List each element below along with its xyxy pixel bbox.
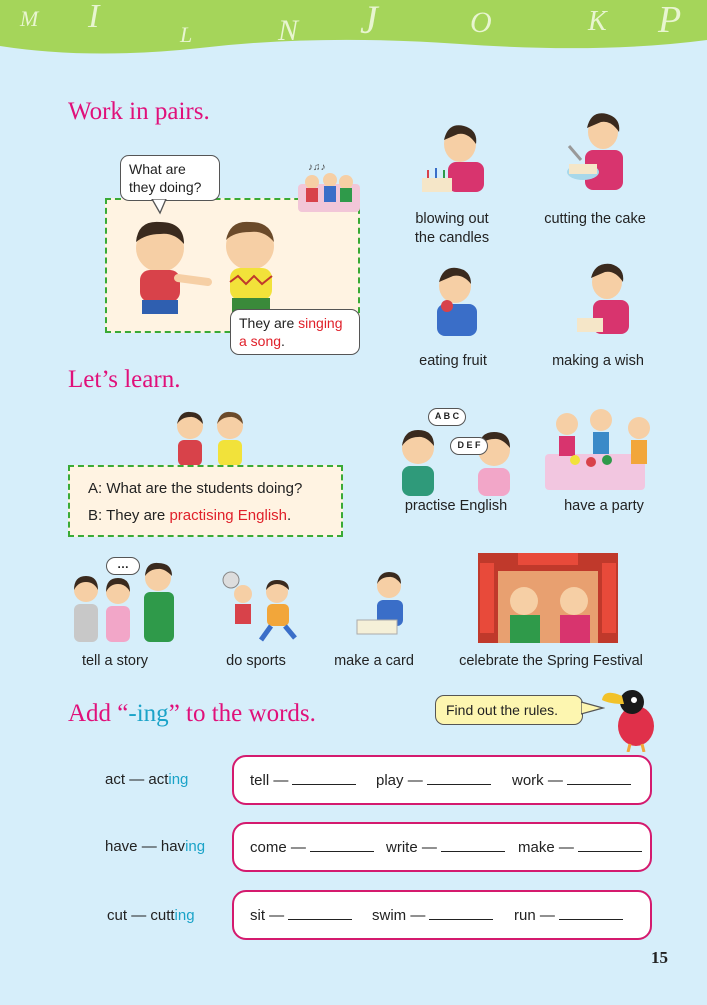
header-band (0, 0, 707, 62)
section-title-lets-learn: Let’s learn. (68, 366, 181, 393)
answer-highlight-singing: singing (298, 315, 343, 331)
dash: — (129, 771, 145, 788)
question-line-1: What are (129, 161, 186, 177)
example-base: cut (107, 907, 128, 924)
exercise-row-2 (232, 822, 652, 872)
caption-have-party: have a party (564, 498, 644, 514)
example-ending: ing (168, 771, 189, 788)
section-title-work-in-pairs: Work in pairs. (68, 98, 210, 125)
caption-eating-fruit: eating fruit (419, 353, 487, 369)
answer-blank[interactable] (427, 771, 491, 785)
header-letter: P (658, 0, 682, 41)
answer-highlight-song: a song (239, 333, 282, 349)
caption-making-wish: making a wish (552, 353, 644, 369)
example-cut (107, 907, 195, 924)
answer-blank[interactable] (578, 838, 642, 852)
caption-blowing-out (400, 210, 504, 248)
caption-spring-festival: celebrate the Spring Festival (459, 653, 643, 669)
header-letter: M (20, 6, 39, 31)
exercise-word: tell — (250, 771, 356, 789)
header-letter: O (470, 6, 492, 39)
answer-prefix: They are (239, 315, 299, 331)
party-illustration (545, 404, 663, 494)
example-stem: cutt (150, 907, 175, 924)
header-letter: J (360, 0, 378, 42)
dialogue-b-suffix: . (287, 507, 292, 524)
exercise-word: make — (518, 838, 642, 856)
page-number: 15 (651, 948, 668, 967)
example-stem: hav (160, 838, 186, 855)
example-base: have (105, 838, 138, 855)
exercise-word: run — (514, 906, 623, 924)
svg-text:♪♫♪: ♪♫♪ (308, 162, 326, 173)
do-sports-illustration (215, 570, 305, 642)
spring-festival-illustration (478, 553, 618, 643)
header-letter: I (88, 0, 100, 35)
rules-bubble: Find out the rules. (435, 695, 583, 725)
caption-cutting-cake: cutting the cake (544, 211, 646, 227)
blowing-candles-illustration (420, 122, 490, 196)
header-letter: N (278, 14, 299, 47)
section-title-add-ing (68, 700, 316, 728)
example-act (105, 771, 188, 788)
answer-blank[interactable] (310, 838, 374, 852)
students-illustration (170, 410, 250, 466)
answer-blank[interactable] (567, 771, 631, 785)
header-letter: K (588, 6, 607, 37)
exercise-word: write — (386, 838, 505, 856)
example-stem: act (148, 771, 169, 788)
example-ending: ing (174, 907, 195, 924)
example-have (105, 838, 205, 855)
abc-speech-bubble: A B C (428, 408, 466, 426)
dialogue-b-highlight: practising English (169, 507, 287, 524)
example-ending: ing (185, 838, 206, 855)
making-wish-illustration (575, 262, 635, 338)
answer-blank[interactable] (292, 771, 356, 785)
exercise-word: work — (512, 771, 631, 789)
add-ing-suffix: ” to the words. (168, 700, 316, 727)
caption-make-card: make a card (334, 653, 414, 669)
exercise-row-1 (232, 755, 652, 805)
add-ing-highlight: -ing (128, 700, 169, 727)
answer-blank[interactable] (441, 838, 505, 852)
question-line-2: they doing? (129, 179, 202, 195)
answer-bubble (230, 309, 360, 355)
caption-blowing-line2: the candles (414, 230, 490, 246)
def-speech-bubble: D E F (450, 437, 488, 455)
question-bubble (120, 155, 220, 201)
dialogue-frame (68, 465, 343, 537)
question-bubble-tail (150, 199, 170, 215)
exercise-word: come — (250, 838, 374, 856)
singing-illustration (298, 160, 360, 216)
caption-practise-english: practise English (404, 498, 508, 514)
eating-fruit-illustration (425, 266, 485, 338)
answer-blank[interactable] (559, 906, 623, 920)
cutting-cake-illustration (565, 110, 635, 196)
exercise-word: swim — (372, 906, 493, 924)
header-letter: L (180, 22, 193, 47)
caption-tell-story: tell a story (81, 653, 149, 669)
answer-blank[interactable] (429, 906, 493, 920)
dash: — (131, 907, 147, 924)
exercise-word: sit — (250, 906, 352, 924)
dialogue-line-b (88, 507, 291, 524)
make-card-illustration (355, 570, 415, 640)
story-speech-bubble: … (106, 557, 140, 575)
toucan-icon (600, 682, 662, 752)
add-ing-prefix: Add “ (68, 700, 129, 727)
answer-suffix: . (281, 333, 285, 349)
exercise-row-3 (232, 890, 652, 940)
dialogue-b-prefix: B: They are (88, 507, 170, 524)
dash: — (141, 838, 157, 855)
caption-blowing-line1: blowing out (415, 211, 489, 227)
exercise-word: play — (376, 771, 491, 789)
dialogue-line-a: A: What are the students doing? (88, 480, 303, 497)
example-base: act (105, 771, 126, 788)
answer-blank[interactable] (288, 906, 352, 920)
caption-do-sports: do sports (226, 653, 286, 669)
